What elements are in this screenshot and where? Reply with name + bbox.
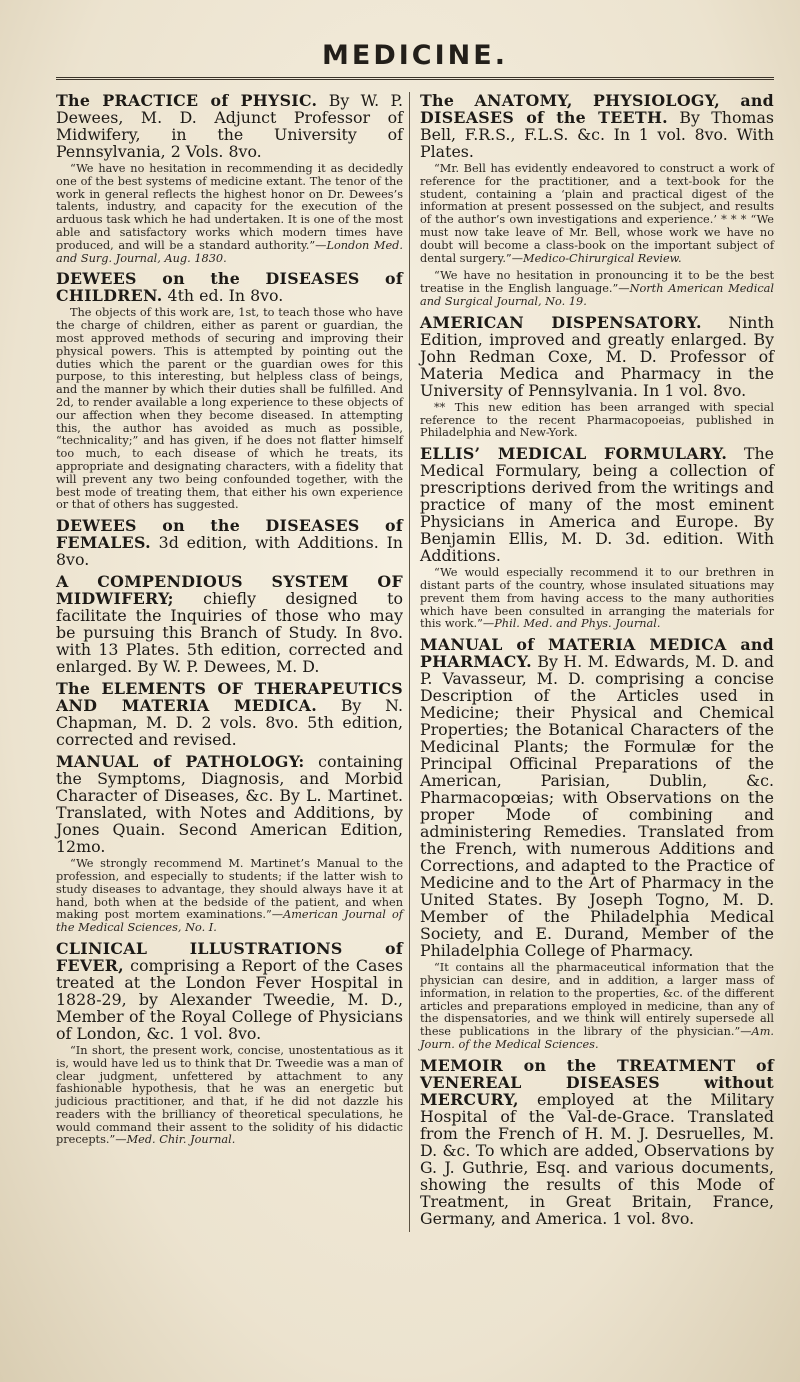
quote-text: The objects of this work are, 1st, to teach those who have the charge of children, either as parent or guardian, the most approved methods of securing and improving their physical powers. This is attempted by pointing out the duties which the parent or the guardian owes for this purpose, to this interesting, but helpless class of beings, and the manner by which their duties shall be fulfilled. And 2d, to render available a long experience to these objects of our affection when they become diseased. In attempting this, the author has avoided as much as possible, “technicality;” and has given, if he does not flatter himself too much, to each disease of which he treats, its appropriate and designating characters, with a fidelity that will prevent any two being confounded together, with the best mode of treating them, that either his own experience or that of others has suggested. <box>56 306 403 512</box>
quote-text: “We strongly recommend M. Martinet’s Manual to the profession, and especially to students; if the latter wish to study diseases to advantage, they should always have it at hand, both when at the bedside of the patient, and when making post mortem examinations.” <box>56 857 403 922</box>
entry-title-lead: CLINICAL ILLUSTRATIONS of FEVER, <box>56 938 403 975</box>
quote-source: —Med. Chir. Journal. <box>115 1133 236 1147</box>
entry-title-lead: DEWEES on the DISEASES of CHILDREN. <box>56 269 403 306</box>
quote-text: “We would especially recommend it to our brethren in distant parts of the country, whose insulated situations may prevent them from having access to the many authorities which have been consulted in arranging the materials for this work.” <box>420 566 774 631</box>
advertisement-entry <box>420 92 774 265</box>
right-column <box>420 92 774 1232</box>
entry-title-rest: containing the Symptoms, Diagnosis, and Morbid Character of Diseases, &c. By L. Martinet. Translated, with Notes and Additions, by Jones Quain. Second American Edition, 12mo. <box>56 752 403 857</box>
entry-title-rest: By W. P. Dewees, M. D. Adjunct Professor of Midwifery, in the University of Pennsylvania, 2 Vols. 8vo. <box>56 91 403 161</box>
entry-title-rest: Ninth Edition, improved and greatly enlarged. By John Redman Coxe, M. D. Professor of Materia Medica and Pharmacy in the University of Pennsylvania. In 1 vol. 8vo. <box>420 312 774 400</box>
entry-quote <box>420 270 774 308</box>
advertisement-entry <box>56 270 403 512</box>
quote-source: —Phil. Med. and Phys. Journal. <box>482 617 661 631</box>
entry-title-rest: By H. M. Edwards, M. D. and P. Vavasseur, M. D. comprising a concise Description of the Articles used in Medicine; their Physical and Chemical Properties; the Botanical Characters of the Medicinal Plants; the Formulæ for the Principal Officinal Preparations of the American, Parisian, Dublin, &c. Pharmacopœias; with Observations on the proper Mode of combining and administering Remedies. Translated from the French, with numerous Additions and Corrections, and adapted to the Practice of Medicine and to the Art of Pharmacy in the United States. By Joseph Togno, M. D. Member of the Philadelphia Medical Society, and E. Durand, Member of the Philadelphia College of Pharmacy. <box>420 652 774 961</box>
quote-source: —London Med. and Surg. Journal, Aug. 1830. <box>56 238 403 265</box>
entry-title-lead: AMERICAN DISPENSATORY. <box>420 312 702 332</box>
advertisement-entry <box>56 573 403 675</box>
entry-title-rest: chiefly designed to facilitate the Inquiries of those who may be pursuing this Branch of Study. In 8vo. with 13 Plates. 5th edition, corrected and enlarged. By W. P. Dewees, M. D. <box>56 589 403 677</box>
entry-quote <box>420 402 774 440</box>
entry-title-rest: 3d edition, with Additions. In 8vo. <box>56 533 403 570</box>
entry-title-lead: DEWEES on the DISEASES of FEMALES. <box>56 516 403 553</box>
columns <box>56 92 774 1232</box>
entry-title <box>420 92 774 160</box>
quote-text: “Mr. Bell has evidently endeavored to construct a work of reference for the practitioner, and a text-book for the student, containing a ‘plain and practical digest of the information at present possessed on the subject, and results of the author’s own investigations and experience.’ * * * “We must now take leave of Mr. Bell, whose work we have no doubt will become a class-book on the important subject of dental surgery.” <box>420 162 774 265</box>
page-header: MEDICINE. <box>56 40 774 80</box>
entry-quote <box>56 307 403 512</box>
advertisement-entry <box>420 636 774 1052</box>
entry-title <box>56 573 403 675</box>
entry-title-lead: MEMOIR on the TREATMENT of VENEREAL DISEASES without MERCURY, <box>420 1055 774 1109</box>
entry-title-lead: ELLIS’ MEDICAL FORMULARY. <box>420 444 728 464</box>
advertisement-entry <box>56 753 403 935</box>
entry-title <box>420 1057 774 1227</box>
quote-text: “We have no hesitation in pronouncing it to be the best treatise in the English language.” <box>420 269 774 296</box>
advertisement-entry <box>420 314 774 440</box>
advertisement-entry <box>420 1057 774 1227</box>
entry-title-lead: A COMPENDIOUS SYSTEM OF MIDWIFERY; <box>56 572 403 609</box>
quote-source: —Am. Journ. of the Medical Sciences. <box>420 1025 774 1051</box>
entry-quote <box>56 858 403 935</box>
advertisement-entry <box>56 92 403 265</box>
entry-title-lead: MANUAL of MATERIA MEDICA and PHARMACY. <box>420 635 774 672</box>
entry-quote <box>420 567 774 631</box>
quote-source: —North American Medical and Surgical Journal, No. 19. <box>420 282 775 308</box>
entry-quote <box>56 1045 403 1147</box>
advertisement-entry <box>420 270 774 308</box>
entry-title <box>56 753 403 855</box>
entry-title-rest: employed at the Military Hospital of the Val-de-Grace. Translated from the French of H. M. J. Desruelles, M. D. &c. To which are added, Observations by G. J. Guthrie, Esq. and various documents, showing the results of this Mode of Treatment, in Great Britain, France, Germany, and America. 1 vol. 8vo. <box>420 1089 774 1228</box>
advertisement-entry <box>56 940 403 1147</box>
quote-source: —Medico-Chirurgical Review. <box>511 251 682 265</box>
entry-title <box>56 270 403 304</box>
entry-title-rest: The Medical Formulary, being a collection of prescriptions derived from the writings and practice of many of the most eminent Physicians in America and Europe. By Benjamin Ellis, M. D. 3d. edition. With Additions. <box>420 444 774 566</box>
entry-title-rest: 4th ed. In 8vo. <box>167 286 284 306</box>
entry-title-lead: MANUAL of PATHOLOGY: <box>56 752 305 772</box>
entry-title-rest: comprising a Report of the Cases treated at the London Fever Hospital in 1828-29, by Alexander Tweedie, M. D., Member of the Royal College of Physicians of London, &c. 1 vol. 8vo. <box>56 955 403 1043</box>
quote-source: —American Journal of the Medical Sciences, No. I. <box>56 908 403 935</box>
quote-text: ** This new edition has been arranged with special reference to the recent Pharmacopoeias, published in Philadelphia and New-York. <box>420 400 774 440</box>
entry-title-rest: By N. Chapman, M. D. 2 vols. 8vo. 5th edition, corrected and revised. <box>56 696 403 750</box>
entry-title <box>420 445 774 564</box>
entry-quote <box>420 163 774 265</box>
advertisement-entry <box>56 517 403 568</box>
entry-title-lead: The ANATOMY, PHYSIOLOGY, and DISEASES of the TEETH. <box>420 91 774 127</box>
advertisement-entry <box>420 445 774 631</box>
quote-text: “It contains all the pharmaceutical information that the physician can desire, and in addition, a larger mass of information, in relation to the properties, &c. of the different articles and preparations employed in medicine, than any of the dispensatories, and we think will entirely supersede all these publications in the library of the physician.” <box>420 961 774 1039</box>
entry-quote <box>56 163 403 265</box>
quote-text: “In short, the present work, concise, unostentatious as it is, would have led us to think that Dr. Tweedie was a man of clear judgment, unfettered by attachment to any fashionable hypothesis, that he was an energetic but judicious practitioner, and that, if he did not dazzle his readers with the brilliancy of theoretical speculations, he would command their assent to the solidity of his didactic precepts.” <box>56 1043 403 1147</box>
entry-title <box>56 940 403 1042</box>
left-column <box>56 92 410 1232</box>
quote-text: “We have no hesitation in recommending it as decidedly one of the best systems of medicine extant. The tenor of the work in general reflects the highest honor on Dr. Dewees’s talents, industry, and capacity for the execution of the arduous task which he had undertaken. It is one of the most able and satisfactory works which modern times have produced, and will be a standard authority.” <box>56 162 403 252</box>
entry-title <box>56 92 403 160</box>
entry-title-rest: By Thomas Bell, F.R.S., F.L.S. &c. In 1 vol. 8vo. With Plates. <box>420 108 774 161</box>
entry-title <box>56 517 403 568</box>
entry-title <box>420 314 774 399</box>
entry-title <box>420 636 774 959</box>
entry-title <box>56 680 403 748</box>
entry-quote <box>420 962 774 1052</box>
entry-title-lead: The ELEMENTS OF THERAPEUTICS AND MATERIA MEDICA. <box>56 679 403 716</box>
entry-title-lead: The PRACTICE of PHYSIC. <box>56 91 318 110</box>
advertisement-entry <box>56 680 403 748</box>
